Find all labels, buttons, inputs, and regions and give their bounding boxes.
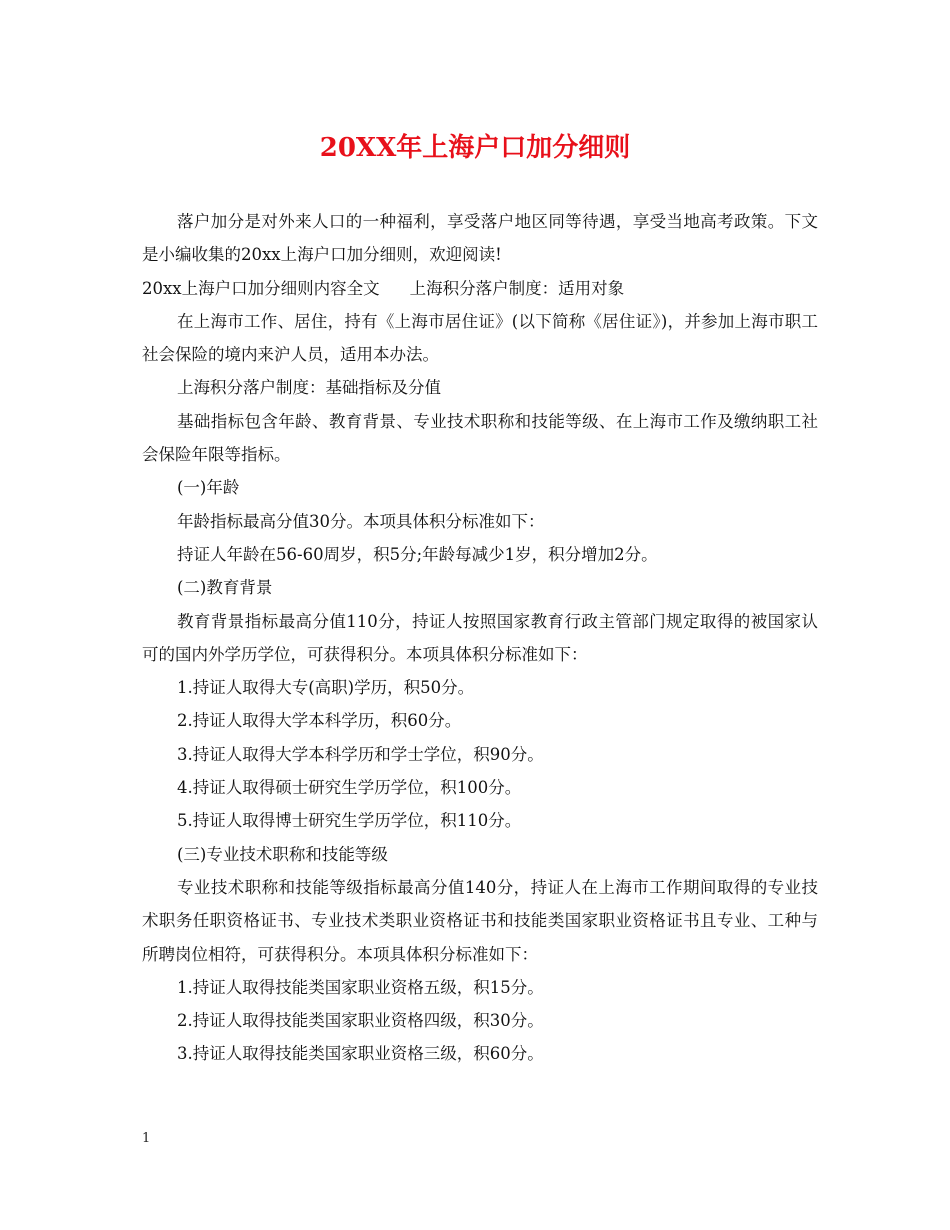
- skill-item-1: 1.持证人取得技能类国家职业资格五级，积15分。: [177, 977, 544, 997]
- target-heading: 上海积分落户制度：适用对象: [409, 278, 625, 298]
- document-title: 20XX年上海户口加分细则: [319, 133, 631, 163]
- skill-item-3: 3.持证人取得技能类国家职业资格三级，积60分。: [177, 1044, 544, 1064]
- basic-indicator-paragraph: 基础指标包含年龄、教育背景、专业技术职称和技能等级、在上海市工作及缴纳职工社会保险年限等指标。: [142, 411, 818, 465]
- intro-paragraph: 落户加分是对外来人口的一种福利，享受落户地区同等待遇，享受当地高考政策。下文是小编收集的20xx上海户口加分细则，欢迎阅读!: [142, 212, 818, 265]
- page-number: 1: [142, 1131, 151, 1146]
- age-heading: (一)年龄: [177, 478, 240, 498]
- age-max-paragraph: 年龄指标最高分值30分。本项具体积分标准如下：: [177, 511, 545, 531]
- document-body: [142, 205, 818, 1071]
- skill-heading: (三)专业技术职称和技能等级: [177, 844, 388, 864]
- education-item-4: 4.持证人取得硕士研究生学历学位，积100分。: [177, 778, 522, 798]
- education-item-3: 3.持证人取得大学本科学历和学士学位，积90分。: [177, 744, 544, 764]
- education-paragraph: 教育背景指标最高分值110分，持证人按照国家教育行政主管部门规定取得的被国家认可的国内外学历学位，可获得积分。本项具体积分标准如下：: [142, 611, 818, 664]
- section-heading-line: [142, 272, 818, 305]
- education-item-5: 5.持证人取得博士研究生学历学位，积110分。: [177, 811, 522, 831]
- full-text-heading: 20xx上海户口加分细则内容全文: [142, 278, 380, 298]
- age-rule-paragraph: 持证人年龄在56-60周岁，积5分;年龄每减少1岁，积分增加2分。: [177, 544, 658, 564]
- education-item-2: 2.持证人取得大学本科学历，积60分。: [177, 711, 462, 731]
- education-item-1: 1.持证人取得大专(高职)学历，积50分。: [177, 678, 475, 698]
- education-heading: (二)教育背景: [177, 578, 273, 598]
- skill-item-2: 2.持证人取得技能类国家职业资格四级，积30分。: [177, 1011, 544, 1031]
- applicable-paragraph: 在上海市工作、居住，持有《上海市居住证》(以下简称《居住证》)，并参加上海市职工社会保险的境内来沪人员，适用本办法。: [142, 311, 818, 365]
- skill-paragraph: 专业技术职称和技能等级指标最高分值140分，持证人在上海市工作期间取得的专业技术职务任职资格证书、专业技术类职业资格证书和技能类国家职业资格证书且专业、工种与所聘岗位相符，可获得积分。本项具体积分标准如下：: [142, 877, 818, 964]
- basic-indicator-heading: 上海积分落户制度：基础指标及分值: [177, 378, 441, 398]
